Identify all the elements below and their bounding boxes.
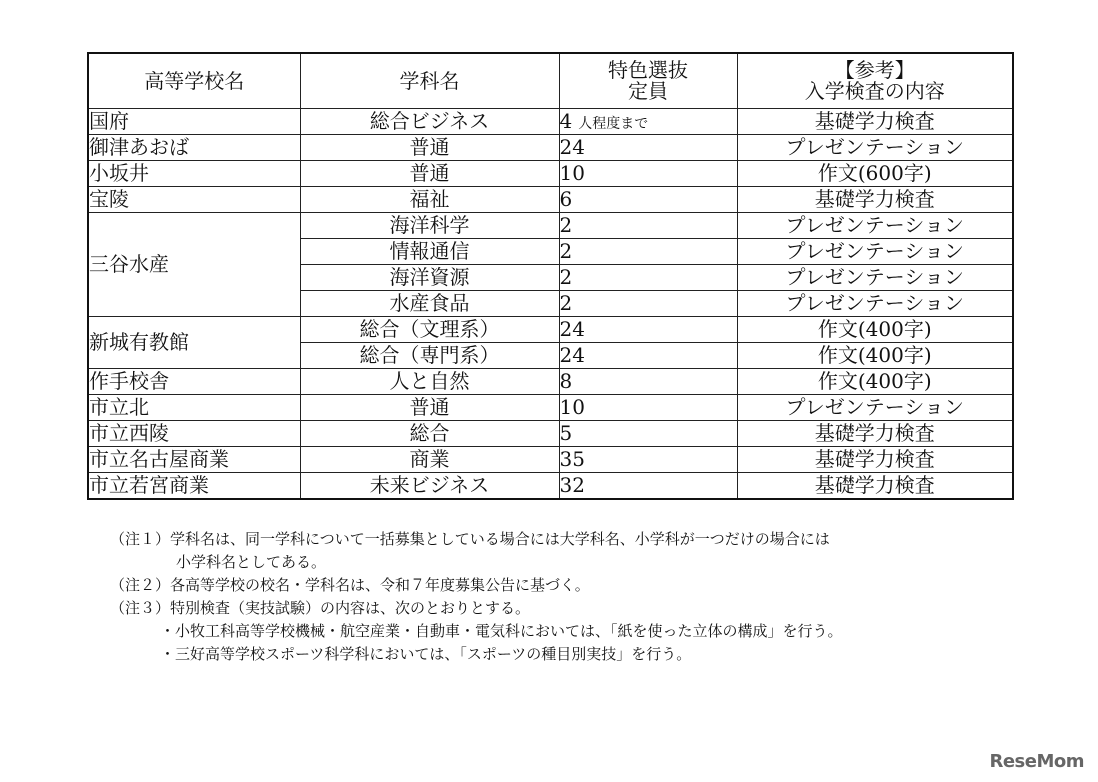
exam-content: プレゼンテーション	[737, 135, 1013, 161]
school-name: 市立名古屋商業	[88, 447, 300, 473]
header-school: 高等学校名	[88, 53, 300, 109]
note-2: （注２）各高等学校の校名・学科名は、令和７年度募集公告に基づく。	[110, 576, 590, 594]
quota-value: 4	[559, 109, 573, 133]
exam-content: 作文(400字)	[737, 369, 1013, 395]
school-name: 御津あおば	[88, 135, 300, 161]
table-row	[88, 161, 1013, 187]
table-row	[88, 213, 1013, 239]
dept-name: 総合ビジネス	[300, 109, 559, 135]
dept-name: 普通	[300, 161, 559, 187]
quota-value: 24	[559, 343, 737, 369]
quota-value: 10	[559, 161, 737, 187]
school-name: 作手校舎	[88, 369, 300, 395]
table-row	[88, 187, 1013, 213]
header-quota-line1: 特色選抜	[608, 58, 688, 82]
dept-name: 総合（専門系）	[300, 343, 559, 369]
header-exam	[737, 53, 1013, 109]
header-quota	[559, 53, 737, 109]
exam-content: 基礎学力検査	[737, 109, 1013, 135]
table-header-row	[88, 53, 1013, 109]
exam-content: プレゼンテーション	[737, 265, 1013, 291]
exam-content: 基礎学力検査	[737, 473, 1013, 500]
note-3-item-2: ・三好高等学校スポーツ科学科においては、「スポーツの種目別実技」を行う。	[160, 645, 692, 663]
exam-content: 作文(400字)	[737, 343, 1013, 369]
exam-content: 基礎学力検査	[737, 187, 1013, 213]
table-row	[88, 395, 1013, 421]
note-1-continued: 小学科名としてある。	[176, 553, 327, 571]
school-name: 小坂井	[88, 161, 300, 187]
exam-content: 作文(600字)	[737, 161, 1013, 187]
school-name: 新城有教館	[88, 317, 300, 369]
table-row	[88, 473, 1013, 500]
dept-name: 総合（文理系）	[300, 317, 559, 343]
table-row	[88, 135, 1013, 161]
dept-name: 海洋資源	[300, 265, 559, 291]
quota-value: 2	[559, 239, 737, 265]
school-name: 三谷水産	[88, 213, 300, 317]
quota-cell	[559, 109, 737, 135]
admission-table	[87, 52, 1014, 500]
exam-content: プレゼンテーション	[737, 239, 1013, 265]
header-quota-line2: 定員	[628, 79, 668, 103]
dept-name: 水産食品	[300, 291, 559, 317]
table-row	[88, 447, 1013, 473]
note-3-item-1: ・小牧工科高等学校機械・航空産業・自動車・電気科においては、「紙を使った立体の構成」を行う。	[160, 622, 843, 640]
exam-content: 基礎学力検査	[737, 447, 1013, 473]
dept-name: 未来ビジネス	[300, 473, 559, 500]
dept-name: 人と自然	[300, 369, 559, 395]
school-name: 国府	[88, 109, 300, 135]
quota-value: 8	[559, 369, 737, 395]
dept-name: 総合	[300, 421, 559, 447]
note-3: （注３）特別検査（実技試験）の内容は、次のとおりとする。	[110, 599, 531, 617]
dept-name: 海洋科学	[300, 213, 559, 239]
quota-value: 24	[559, 135, 737, 161]
quota-value: 5	[559, 421, 737, 447]
table-row	[88, 109, 1013, 135]
dept-name: 商業	[300, 447, 559, 473]
dept-name: 普通	[300, 395, 559, 421]
dept-name: 情報通信	[300, 239, 559, 265]
quota-value: 2	[559, 265, 737, 291]
exam-content: 作文(400字)	[737, 317, 1013, 343]
quota-value: 2	[559, 291, 737, 317]
header-dept: 学科名	[300, 53, 559, 109]
header-exam-line2: 入学検査の内容	[804, 79, 945, 103]
quota-value: 2	[559, 213, 737, 239]
exam-content: プレゼンテーション	[737, 291, 1013, 317]
resemom-logo: ReseMom	[989, 751, 1084, 772]
exam-content: プレゼンテーション	[737, 395, 1013, 421]
quota-value: 10	[559, 395, 737, 421]
school-name: 市立若宮商業	[88, 473, 300, 500]
quota-value: 24	[559, 317, 737, 343]
quota-value: 35	[559, 447, 737, 473]
quota-value: 6	[559, 187, 737, 213]
dept-name: 普通	[300, 135, 559, 161]
table-row	[88, 369, 1013, 395]
table-row	[88, 317, 1013, 343]
quota-note: 人程度まで	[578, 116, 649, 132]
table-row	[88, 421, 1013, 447]
school-name: 市立西陵	[88, 421, 300, 447]
exam-content: 基礎学力検査	[737, 421, 1013, 447]
school-name: 宝陵	[88, 187, 300, 213]
header-exam-line1: 【参考】	[834, 58, 915, 82]
quota-value: 32	[559, 473, 737, 500]
notes-section	[110, 528, 1070, 666]
dept-name: 福祉	[300, 187, 559, 213]
note-1: （注１）学科名は、同一学科について一括募集としている場合には大学科名、小学科が一つだけの場合には	[110, 530, 830, 548]
exam-content: プレゼンテーション	[737, 213, 1013, 239]
school-name: 市立北	[88, 395, 300, 421]
